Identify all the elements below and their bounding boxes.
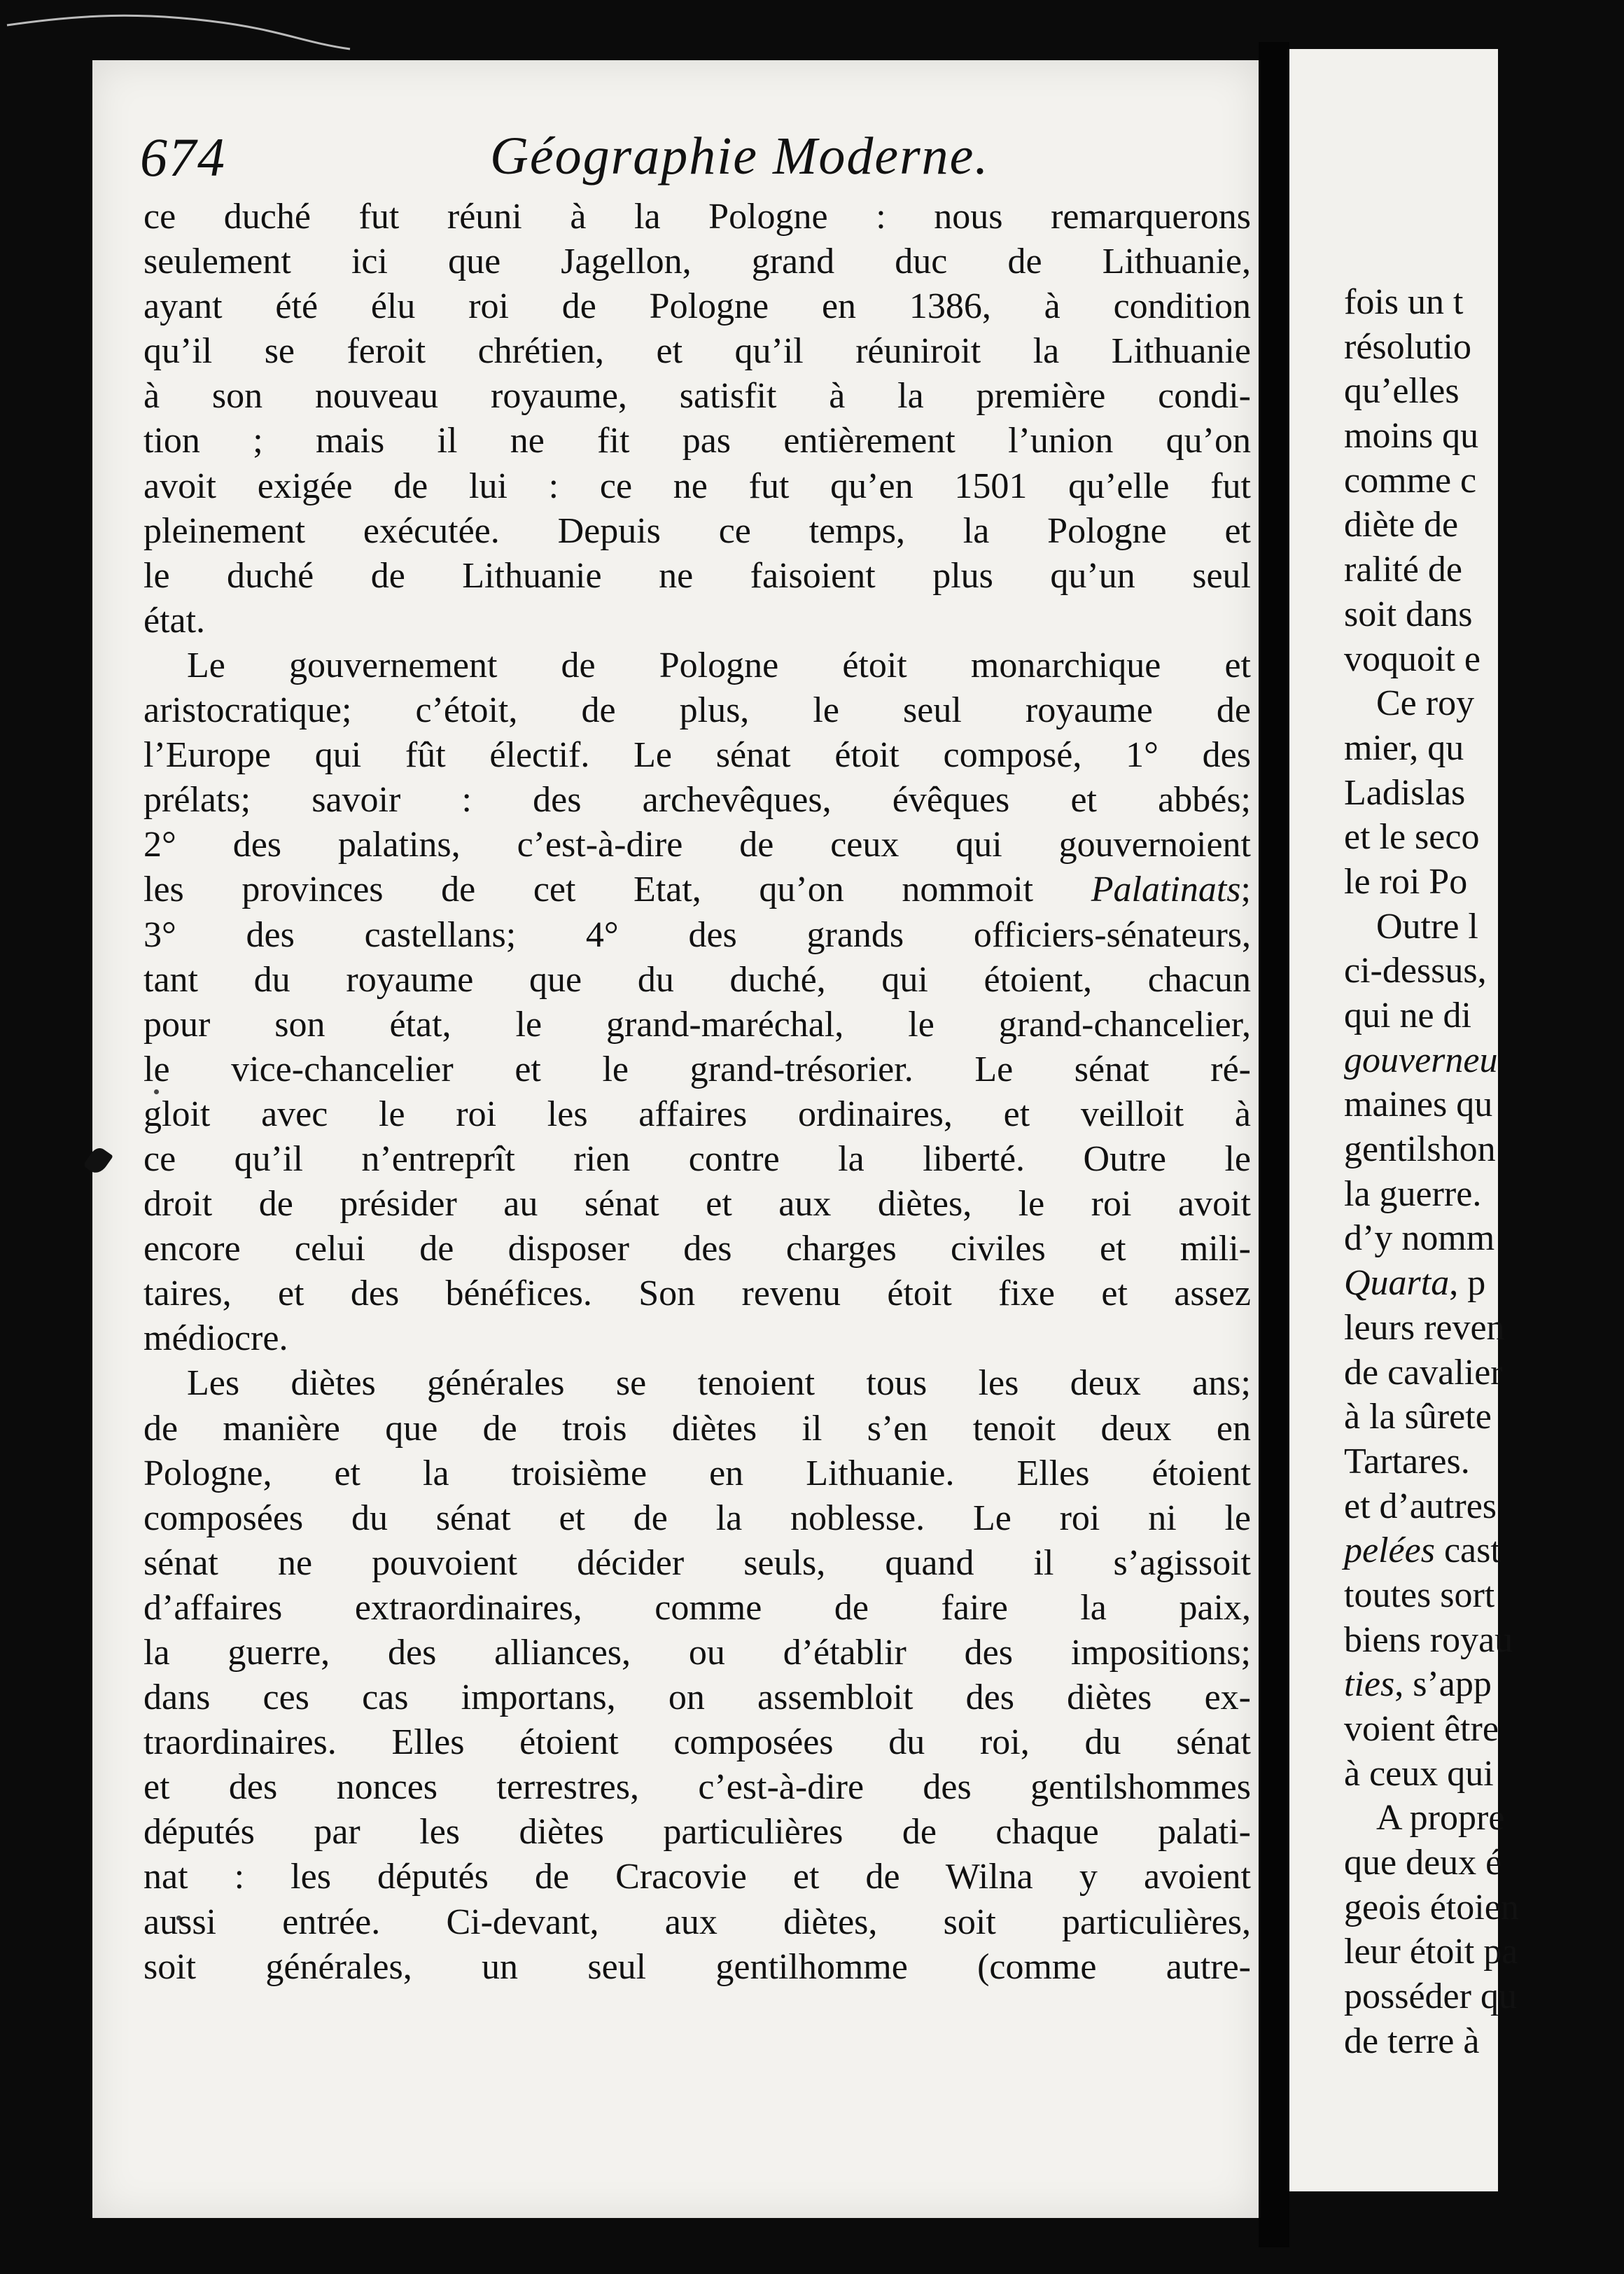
text-line: encore celui de disposer des charges civiles et mili- [144,1229,1251,1269]
text-line: qui ne di [1344,996,1471,1035]
text-line: dans ces cas importans, on assembloit des diètes ex- [144,1677,1251,1718]
text-line: gouverneu [1344,1040,1498,1080]
text-line: le vice-chancelier et le grand-trésorier. Le sénat ré- [144,1049,1251,1089]
text-line: que deux é [1344,1843,1502,1883]
italic-term: Quarta [1344,1263,1450,1304]
text-line: d’y nomm [1344,1218,1495,1259]
text-line: soit générales, un seul gentilhomme (comme autre- [144,1946,1251,1987]
text-line: tion ; mais il ne fit pas entièrement l’union qu’on [144,421,1251,461]
text-line: gloit avec le roi les affaires ordinaires, et veilloit à [144,1094,1251,1134]
text-line: la guerre. [1344,1173,1482,1214]
text-line: d’affaires extraordinaires, comme de faire la paix, [144,1587,1251,1628]
text-line: à la sûrete [1344,1397,1492,1437]
text-line: leur étoit pa [1344,1932,1518,1972]
italic-term: pelées [1344,1530,1435,1571]
text-line: fois un t [1344,282,1464,322]
text-line: députés par les diètes particulières de chaque palati- [144,1812,1251,1853]
text-line: A propre [1376,1798,1505,1839]
right-page [1289,49,1519,2191]
text-line: à son nouveau royaume, satisfit à la première condi- [144,376,1251,417]
text-line: qu’il se feroit chrétien, et qu’il réuniroit la Lithuanie [144,331,1251,372]
text-line: mier, qu [1344,727,1464,768]
text-line: posséder qu [1344,1976,1517,2017]
text-line: 2° des palatins, c’est-à-dire de ceux qui gouvernoient [144,825,1251,865]
text-line: geois étoien [1344,1887,1519,1927]
text-line: droit de présider au sénat et aux diètes, le roi avoit [144,1184,1251,1225]
text-line: état. [144,600,206,641]
text-line: la guerre, des alliances, ou d’établir des impositions; [144,1633,1251,1673]
italic-term: ties [1344,1664,1395,1705]
text-line: voquoit e [1344,639,1480,679]
text-line: ce duché fut réuni à la Pologne : nous remarquerons [144,197,1251,237]
text-line: soit dans [1344,594,1473,634]
left-page-body [144,195,1251,1990]
running-title: Géographie Moderne. [490,127,990,186]
text-line: nat : les députés de Cracovie et de Wilna y avoient [144,1857,1251,1897]
text-line: ci-dessus, [1344,951,1487,991]
text-line: biens royau [1344,1619,1513,1660]
text-line: voient être [1344,1709,1499,1749]
text-line: qu’elles [1344,371,1460,412]
text-line: ralité de [1344,550,1462,590]
text-line-with-italic [144,867,1251,912]
text-line: taires, et des bénéfices. Son revenu étoit fixe et assez [144,1274,1251,1314]
text-line: prélats; savoir : des archevêques, évêques et abbés; [144,780,1251,821]
text-line: l’Europe qui fût électif. Le sénat étoit composé, 1° des [144,735,1251,776]
text-line: et d’autres [1344,1486,1497,1526]
text-line: ayant été élu roi de Pologne en 1386, à condition [144,286,1251,327]
text-line: Outre l [1376,906,1478,947]
text-line: traordinaires. Elles étoient composées du roi, du sénat [144,1722,1251,1763]
book-gutter [1259,42,1289,2247]
text-line: toutes sort [1344,1575,1495,1615]
text-line: résolutio [1344,326,1471,367]
text-line: Ce roy [1376,683,1475,724]
text-line: pour son état, le grand-maréchal, le grand-chancelier, [144,1004,1251,1045]
text-line: composées du sénat et de la noblesse. Le roi ni le [144,1498,1251,1538]
text-line: de cavalier [1344,1352,1503,1393]
text-line: comme c [1344,460,1477,501]
text-line: avoit exigée de lui : ce ne fut qu’en 1501 qu’elle fut [144,466,1251,506]
text-line: 3° des castellans; 4° des grands officiers-sénateurs, [144,914,1251,955]
text-line: aussi entrée. Ci-devant, aux diètes, soit particulières, [144,1902,1251,1942]
text-line: maines qu [1344,1084,1493,1125]
text-line: à ceux qui [1344,1753,1494,1794]
page-number: 674 [140,127,226,188]
text-line: Pologne, et la troisième en Lithuanie. Elles étoient [144,1453,1251,1493]
scan-scratch-mark [0,0,364,56]
text-line: médiocre. [144,1318,288,1359]
text-line: tant du royaume que du duché, qui étoient, chacun [144,959,1251,1000]
right-page-body [1344,280,1624,2064]
text-line: de manière que de trois diètes il s’en tenoit deux en [144,1408,1251,1449]
text-line: ce qu’il n’entreprît rien contre la liberté. Outre le [144,1138,1251,1179]
text-line: pelées cast [1344,1530,1501,1571]
text-line: Quarta, p [1344,1263,1486,1304]
text-line: Les diètes générales se tenoient tous les deux ans; [187,1363,1251,1404]
text-line: Tartares. [1344,1441,1470,1481]
text-line: ties, s’app [1344,1664,1492,1705]
text-line: Ladislas [1344,772,1466,813]
text-line: le duché de Lithuanie ne faisoient plus qu’un seul [144,555,1251,596]
text-line: et le seco [1344,817,1480,858]
italic-term: Palatinats [1091,870,1241,910]
text-line: pleinement exécutée. Depuis ce temps, la Pologne et [144,510,1251,551]
text-line: aristocratique; c’étoit, de plus, le seul royaume de [144,690,1251,731]
text-line: sénat ne pouvoient décider seuls, quand il s’agissoit [144,1542,1251,1583]
text-line-segment: les provinces de cet Etat, qu’on nommoit Palatinats; [144,870,1251,910]
text-line: et des nonces terrestres, c’est-à-dire des gentilshommes [144,1767,1251,1808]
text-line: de terre à [1344,2021,1480,2061]
text-line: seulement ici que Jagellon, grand duc de Lithuanie, [144,242,1251,282]
text-line: Le gouvernement de Pologne étoit monarchique et [187,645,1251,685]
text-line: le roi Po [1344,861,1468,902]
text-line: diète de [1344,505,1459,545]
text-line: moins qu [1344,416,1479,456]
text-line: gentilshon [1344,1129,1496,1170]
text-line: leurs reven [1344,1307,1505,1348]
